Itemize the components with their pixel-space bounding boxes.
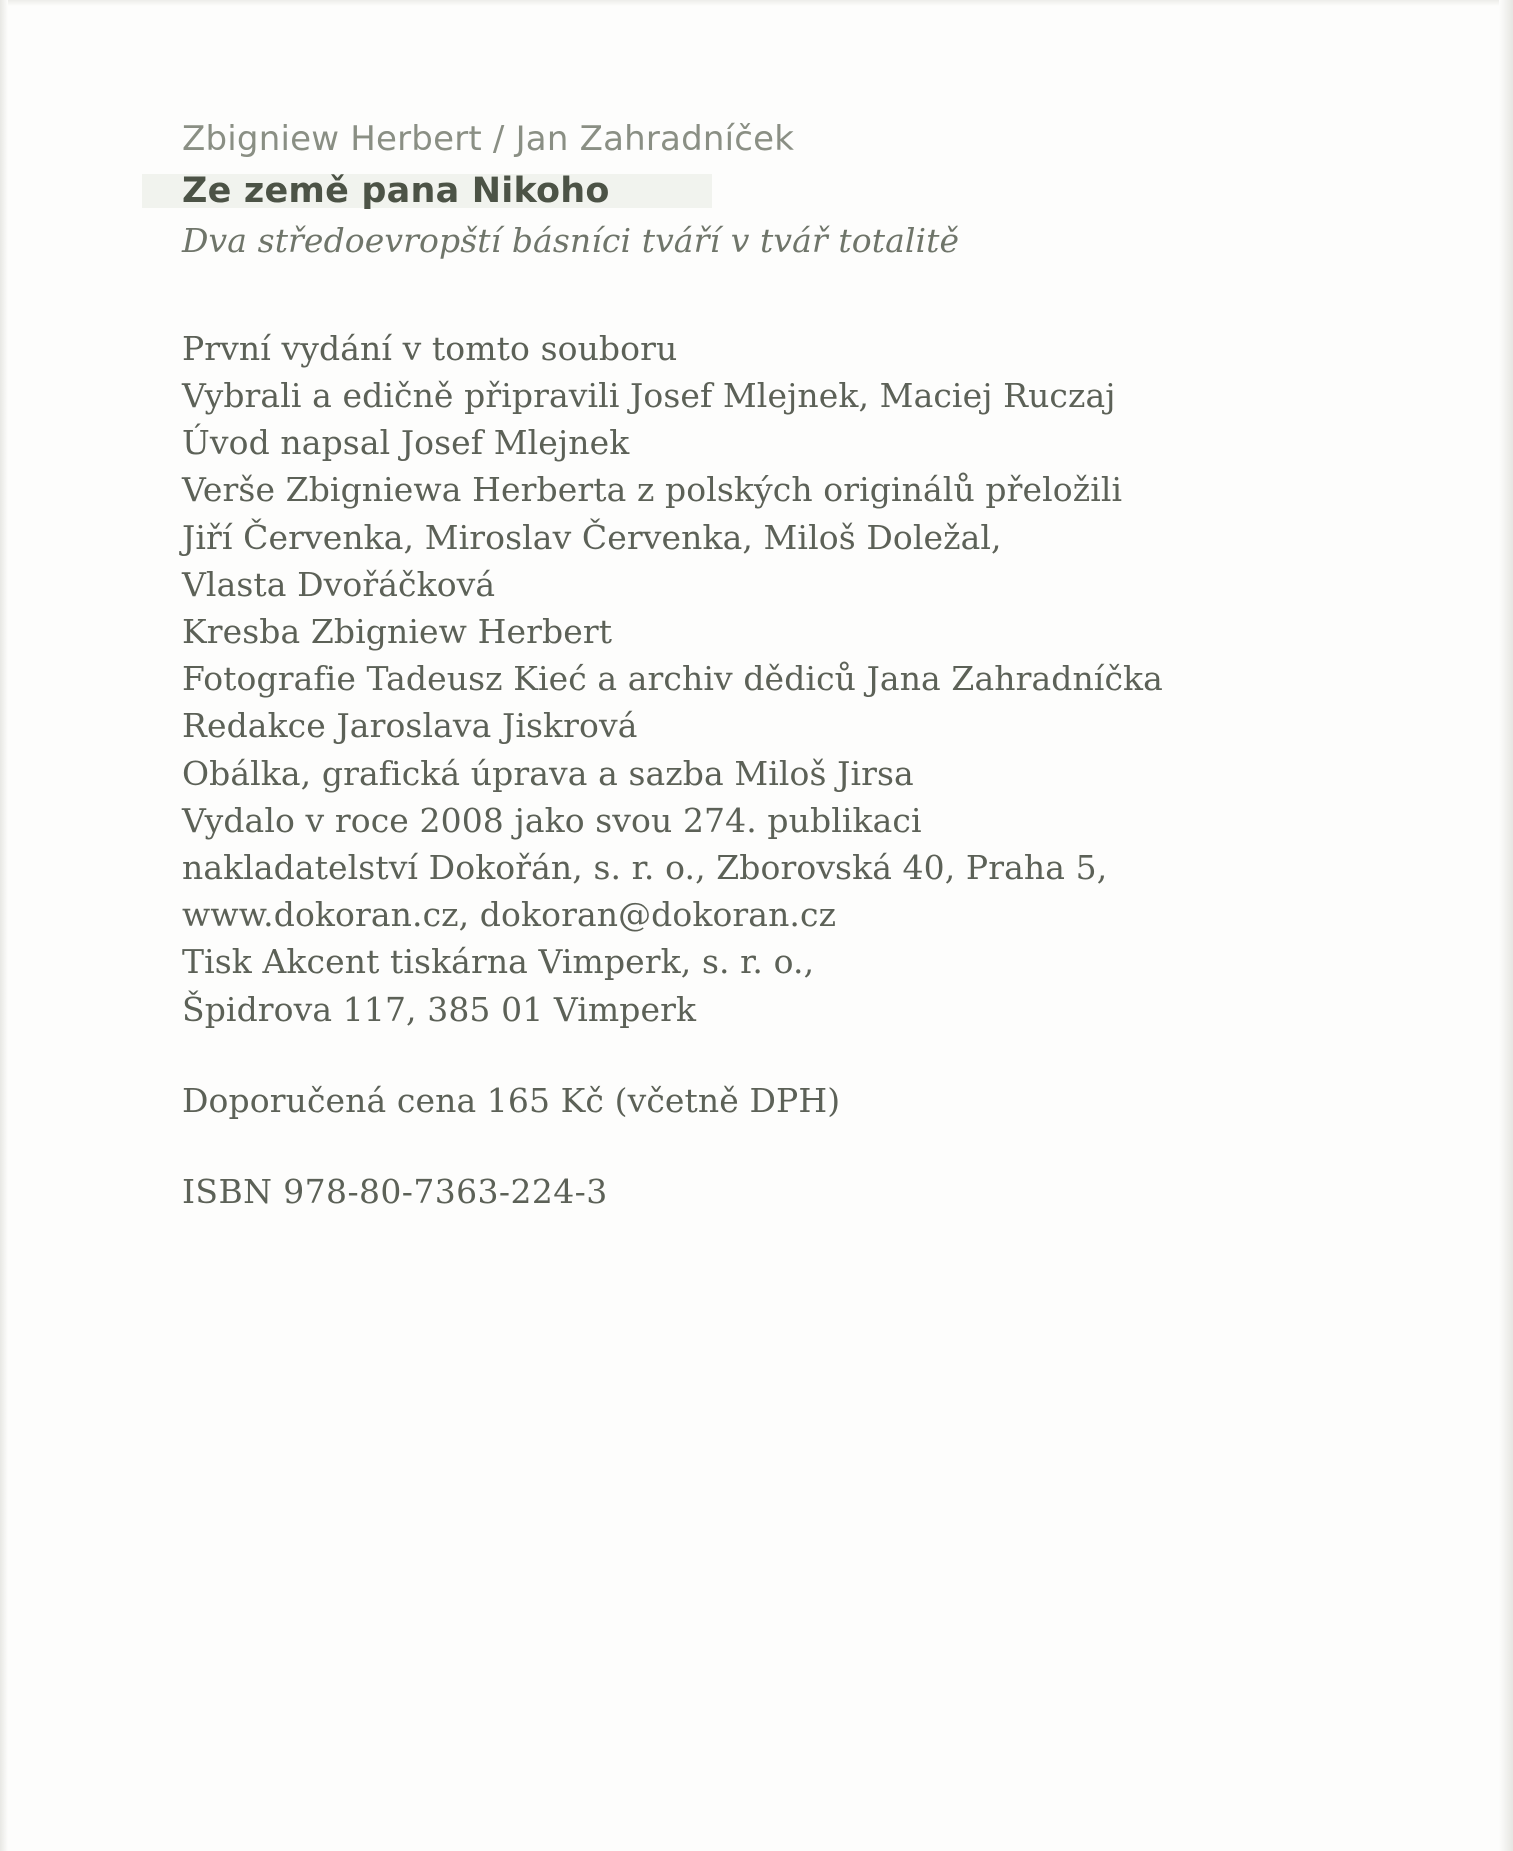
imprint-line: Vydalo v roce 2008 jako svou 274. publikaci: [182, 800, 922, 840]
recommended-price: Doporučená cena 165 Kč (včetně DPH): [182, 1080, 841, 1120]
spacer: [182, 1124, 1312, 1168]
imprint-line: První vydání v tomto souboru: [182, 328, 678, 368]
imprint-line: Redakce Jaroslava Jiskrová: [182, 706, 638, 746]
imprint-line: Vlasta Dvořáčková: [182, 564, 496, 604]
imprint-line-web: www.dokoran.cz, dokoran@dokoran.cz: [182, 895, 837, 935]
spacer: [182, 1033, 1312, 1077]
book-title-text: Ze země pana Nikoho: [182, 170, 610, 211]
imprint-line: Vybrali a edičně připravili Josef Mlejnek, Maciej Ruczaj: [182, 376, 1116, 416]
imprint-line: nakladatelství Dokořán, s. r. o., Zborovská 40, Praha 5,: [182, 847, 1108, 887]
imprint-line: Verše Zbigniewa Herberta z polských originálů přeložili: [182, 470, 1123, 510]
page-edge-left: [0, 0, 8, 1851]
book-subtitle: Dva středoevropští básníci tváří v tvář totalitě: [182, 221, 960, 260]
book-authors: Zbigniew Herbert / Jan Zahradníček: [182, 119, 795, 159]
imprint-line: Obálka, grafická úprava a sazba Miloš Jirsa: [182, 753, 914, 793]
imprint-line: Jiří Červenka, Miroslav Červenka, Miloš Doležal,: [182, 517, 1002, 557]
imprint-block: [182, 325, 1312, 1033]
imprint-line: Fotografie Tadeusz Kieć a archiv dědiců Jana Zahradníčka: [182, 659, 1163, 699]
page-edge-right: [1499, 0, 1513, 1851]
imprint-line: Úvod napsal Josef Mlejnek: [182, 423, 630, 463]
book-title: [182, 169, 1312, 215]
imprint-line: Kresba Zbigniew Herbert: [182, 612, 613, 652]
imprint-line: Tisk Akcent tiskárna Vimperk, s. r. o.,: [182, 942, 815, 982]
isbn-value: ISBN 978-80-7363-224-3: [182, 1171, 608, 1211]
colophon-content: [182, 118, 1312, 1215]
page-edge-top: [0, 0, 1513, 6]
imprint-line: Špidrova 117, 385 01 Vimperk: [182, 989, 697, 1029]
